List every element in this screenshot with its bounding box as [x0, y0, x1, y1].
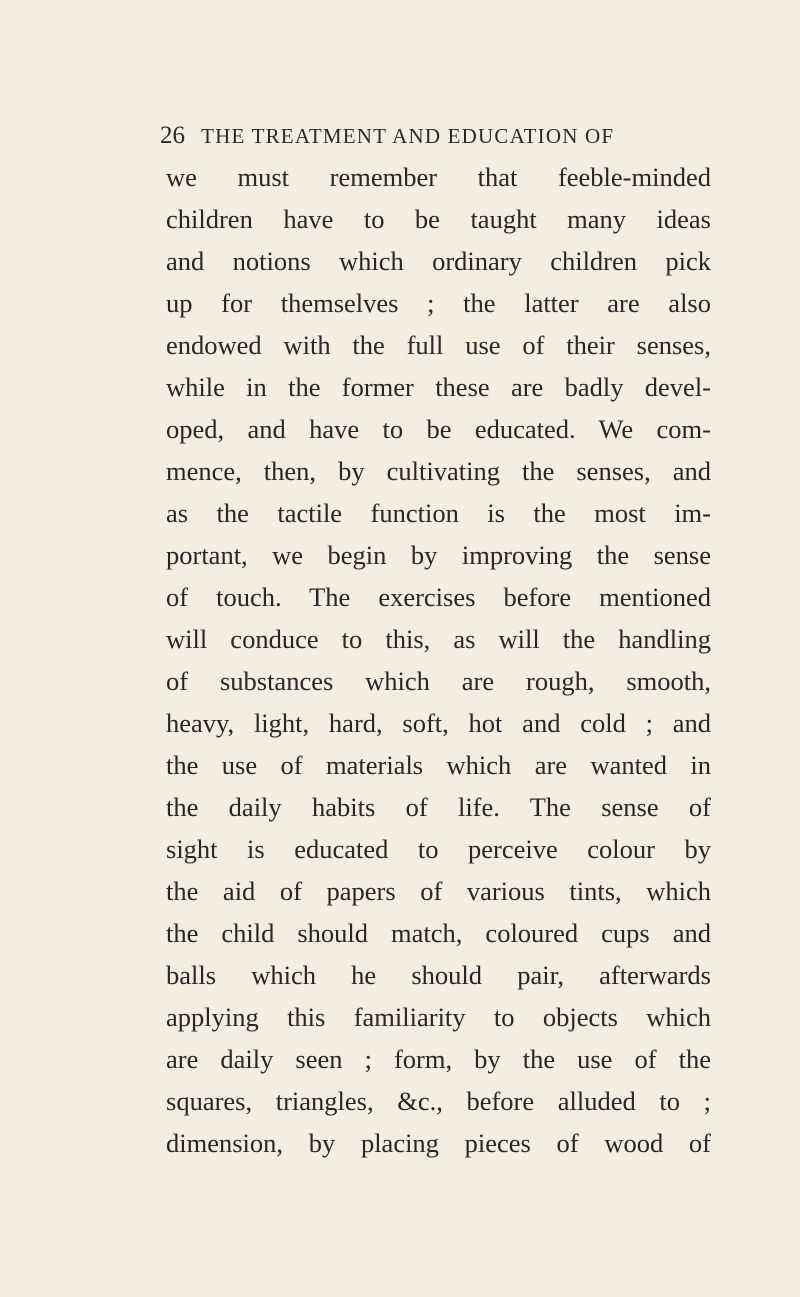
text-line: are daily seen ; form, by the use of the — [166, 1044, 711, 1074]
text-line: we must remember that feeble-minded — [166, 162, 711, 192]
text-line: as the tactile function is the most im- — [166, 498, 711, 528]
text-line: children have to be taught many ideas — [166, 204, 711, 234]
text-line: the aid of papers of various tints, which — [166, 876, 711, 906]
text-line: sight is educated to perceive colour by — [166, 834, 711, 864]
text-line: applying this familiarity to objects which — [166, 1002, 711, 1032]
text-line: endowed with the full use of their senses, — [166, 330, 711, 360]
text-line: up for themselves ; the latter are also — [166, 288, 711, 318]
text-line: will conduce to this, as will the handling — [166, 624, 711, 654]
text-line: while in the former these are badly devel- — [166, 372, 711, 402]
text-line: the child should match, coloured cups and — [166, 918, 711, 948]
text-line: portant, we begin by improving the sense — [166, 540, 711, 570]
running-title: THE TREATMENT AND EDUCATION OF — [201, 124, 615, 148]
text-line: the use of materials which are wanted in — [166, 750, 711, 780]
text-line: mence, then, by cultivating the senses, and — [166, 456, 711, 486]
page-number: 26 — [160, 122, 185, 149]
text-line: of substances which are rough, smooth, — [166, 666, 711, 696]
text-line: squares, triangles, &c., before alluded to ; — [166, 1086, 711, 1116]
running-header — [160, 122, 614, 150]
text-line: balls which he should pair, afterwards — [166, 960, 711, 990]
text-line: oped, and have to be educated. We com- — [166, 414, 711, 444]
text-line: of touch. The exercises before mentioned — [166, 582, 711, 612]
text-line: dimension, by placing pieces of wood of — [166, 1128, 711, 1158]
text-line: and notions which ordinary children pick — [166, 246, 711, 276]
text-line: the daily habits of life. The sense of — [166, 792, 711, 822]
body-text — [166, 156, 711, 1164]
text-line: heavy, light, hard, soft, hot and cold ; and — [166, 708, 711, 738]
